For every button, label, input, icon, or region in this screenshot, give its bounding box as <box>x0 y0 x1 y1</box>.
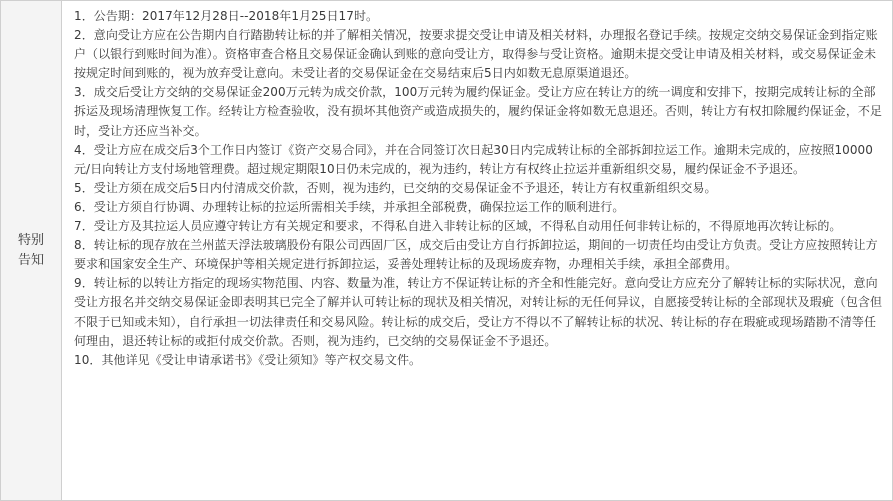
row-label-cell <box>1 1 62 500</box>
notice-item-9: 9．转让标的以转让方指定的现场实物范围、内容、数量为准，转让方不保证转让标的齐全和性能完好。意向受让方应充分了解转让标的实际状况，意向受让方报名并交纳交易保证金即表明其已完全了解并认可转让标的现状及相关情况，对转让标的无任何异议，自愿接受转让标的全部现状及瑕疵（包含但不限于已知或未知），自行承担一切法律责任和交易风险。转让标的成交后，受让方不得以不了解转让标的状况、转让标的存在瑕疵或现场踏勘不清等任何理由，退还转让标的或拒付成交价款。否则，视为违约，已交纳的交易保证金不予退还。 <box>74 276 883 348</box>
notice-item-2: 2．意向受让方应在公告期内自行踏勘转让标的并了解相关情况，按要求提交受让申请及相关材料，办理报名登记手续。按规定交纳交易保证金到指定账户（以银行到账时间为准）。资格审查合格且交易保证金确认到账的意向受让方，取得参与受让资格。逾期未提交受让申请及相关材料，或交易保证金未按规定时间到账的，视为放弃受让意向。未受让者的交易保证金在交易结束后5日内如数无息原渠道退还。 <box>74 28 878 81</box>
row-label: 特别告知 <box>17 232 44 268</box>
notice-item-6: 6．受让方须自行协调、办理转让标的拉运所需相关手续，并承担全部税费，确保拉运工作的顺利进行。 <box>74 199 625 214</box>
notice-item-4: 4．受让方应在成交后3个工作日内签订《资产交易合同》，并在合同签订次日起30日内完成转让标的全部拆卸拉运工作。逾期未完成的，应按照10000元/日向转让方支付场地管理费。超过规定期限10日仍未完成的，视为违约，转让方有权终止拉运并重新组织交易，履约保证金不予退还。 <box>74 142 873 176</box>
notice-item-7: 7．受让方及其拉运人员应遵守转让方有关规定和要求，不得私自进入非转让标的区域，不得私自动用任何非转让标的，不得原地再次转让标的。 <box>74 219 842 234</box>
notice-item-10: 10．其他详见《受让申请承诺书》《受让须知》等产权交易文件。 <box>74 352 422 367</box>
notice-item-5: 5．受让方须在成交后5日内付清成交价款，否则，视为违约，已交纳的交易保证金不予退还，转让方有权重新组织交易。 <box>74 180 717 195</box>
notice-item-8: 8．转让标的现存放在兰州蓝天浮法玻璃股份有限公司西固厂区，成交后由受让方自行拆卸拉运，期间的一切责任均由受让方负责。受让方应按照转让方要求和国家安全生产、环境保护等相关规定进行拆卸拉运，妥善处理转让标的及现场废弃物，办理相关手续，承担全部费用。 <box>74 238 878 272</box>
notice-item-1: 1．公告期：2017年12月28日--2018年1月25日17时。 <box>74 9 379 23</box>
notice-content-cell <box>62 1 892 500</box>
notice-item-3: 3．成交后受让方交纳的交易保证金200万元转为成交价款，100万元转为履约保证金。受让方应在转让方的统一调度和安排下，按期完成转让标的全部拆运及现场清理恢复工作。经转让方检查验收，没有损坏其他资产或造成损失的，履约保证金将如数无息退还。否则，转让方有权扣除履约保证金，不足时，受让方还应当补交。 <box>74 85 883 138</box>
